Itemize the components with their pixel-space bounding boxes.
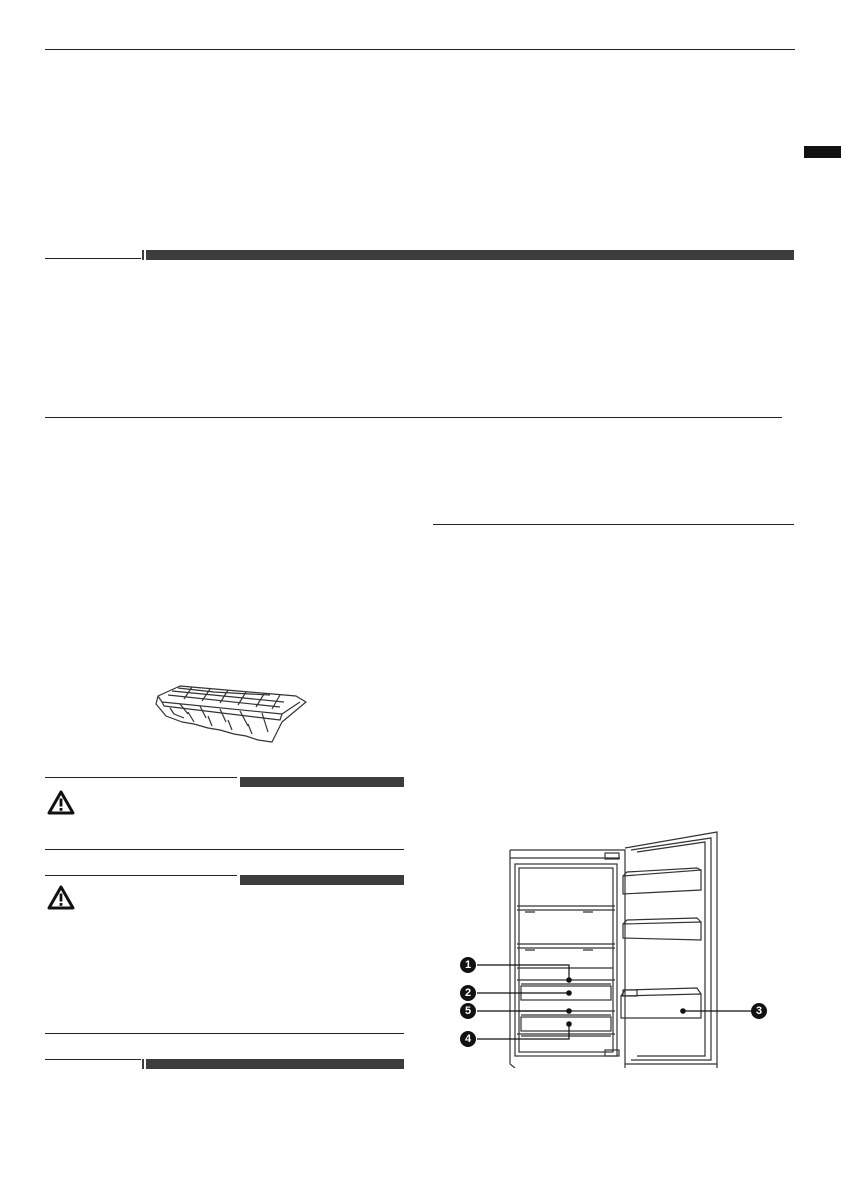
warning-1-bar	[240, 777, 404, 787]
callout-2-label: 2	[464, 987, 472, 999]
callout-1	[460, 957, 476, 973]
callout-3-label: 3	[755, 1005, 763, 1017]
section-bar-lead	[45, 258, 141, 259]
section-divider	[45, 417, 782, 418]
ice-tray-illustration	[150, 682, 310, 750]
warning-triangle-icon	[47, 885, 75, 911]
callout-5	[460, 1003, 476, 1019]
warning-2-lead	[45, 875, 237, 876]
section-bar-cap	[142, 250, 144, 260]
callout-3	[751, 1003, 767, 1019]
section-bar	[146, 250, 794, 260]
callout-5-label: 5	[464, 1005, 472, 1017]
callout-1-label: 1	[464, 959, 472, 971]
warning-triangle-icon	[47, 790, 75, 816]
refrigerator-open-door-illustration	[455, 828, 775, 1068]
right-column-divider	[433, 524, 794, 525]
warning-1-lead	[45, 777, 237, 778]
section-bar-2	[146, 1059, 404, 1069]
section-bar-2-cap	[142, 1059, 144, 1069]
page-top-rule	[45, 49, 795, 50]
warning-2-bar	[240, 875, 404, 885]
callout-2	[460, 985, 476, 1001]
warning-2-bottom-rule	[45, 1033, 404, 1034]
section-bar-2-lead	[45, 1059, 141, 1060]
warning-1-bottom-rule	[45, 849, 404, 850]
callout-4-label: 4	[464, 1033, 472, 1045]
language-tab	[804, 146, 841, 158]
callout-4	[460, 1031, 476, 1047]
